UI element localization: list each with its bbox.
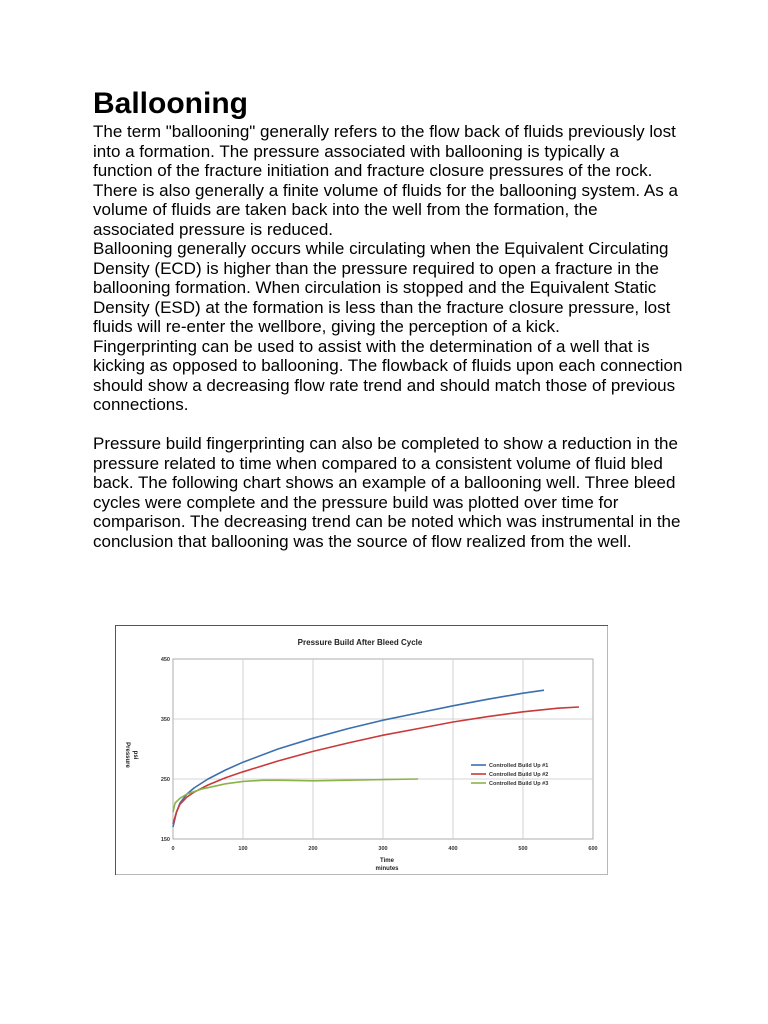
x-tick-label: 500 — [518, 846, 528, 852]
x-tick-label: 300 — [378, 846, 388, 852]
x-tick-label: 400 — [448, 846, 458, 852]
y-tick-label: 450 — [160, 657, 170, 663]
y-axis-label-line1: Pressure — [124, 742, 130, 768]
x-axis-label-line2: minutes — [375, 866, 399, 872]
paragraph-1: The term "ballooning" generally refers to the flow back of fluids previously lost into a formation. The pressure associated with ballooning is typically a function of the fracture initiation and fracture closure pressures of the rock. There is also generally a finite volume of fluids for the ballooning system. As a volume of fluids are taken back into the well from the formation, the associated pressure is reduced. — [93, 122, 678, 239]
paragraph-2: Ballooning generally occurs while circulating when the Equivalent Circulating Density (ECD) is higher than the pressure required to open a fracture in the ballooning formation. When circulation is stopped and the Equivalent Static Density (ESD) at the formation is less than the fracture closure pressure, lost fluids will re-enter the wellbore, giving the perception of a kick. — [93, 239, 671, 336]
x-tick-label: 0 — [171, 846, 175, 852]
x-axis-label-line1: Time — [380, 858, 394, 864]
y-tick-label: 250 — [160, 777, 170, 783]
chart-title: Pressure Build After Bleed Cycle — [297, 638, 423, 647]
paragraph-3: Fingerprinting can be used to assist with the determination of a well that is kicking as opposed to ballooning. The flowback of fluids upon each connection should show a decreasing flow rate trend and should match those of previous connections. — [93, 336, 683, 414]
plot-area — [161, 657, 598, 852]
page-title: Ballooning — [93, 87, 248, 120]
x-tick-label: 200 — [308, 846, 318, 852]
paragraph-spacer — [93, 415, 683, 435]
legend-label-2: Controlled Build Up #2 — [489, 772, 549, 778]
document-body — [93, 86, 683, 551]
legend-label-3: Controlled Build Up #3 — [489, 781, 549, 787]
legend-label-1: Controlled Build Up #1 — [489, 763, 549, 769]
y-axis-label-line2: psi — [132, 750, 138, 760]
y-tick-label: 150 — [160, 837, 170, 843]
x-tick-label: 600 — [588, 846, 598, 852]
pressure-build-chart — [115, 625, 608, 875]
chart-svg — [115, 625, 608, 875]
y-tick-label: 350 — [160, 717, 170, 723]
x-tick-label: 100 — [238, 846, 248, 852]
paragraph-4: Pressure build fingerprinting can also be completed to show a reduction in the pressure related to time when compared to a consistent volume of fluid bled back. The following chart shows an example of a ballooning well. Three bleed cycles were complete and the pressure build was plotted over time for comparison. The decreasing trend can be noted which was instrumental in the conclusion that ballooning was the source of flow realized from the well. — [93, 434, 681, 551]
